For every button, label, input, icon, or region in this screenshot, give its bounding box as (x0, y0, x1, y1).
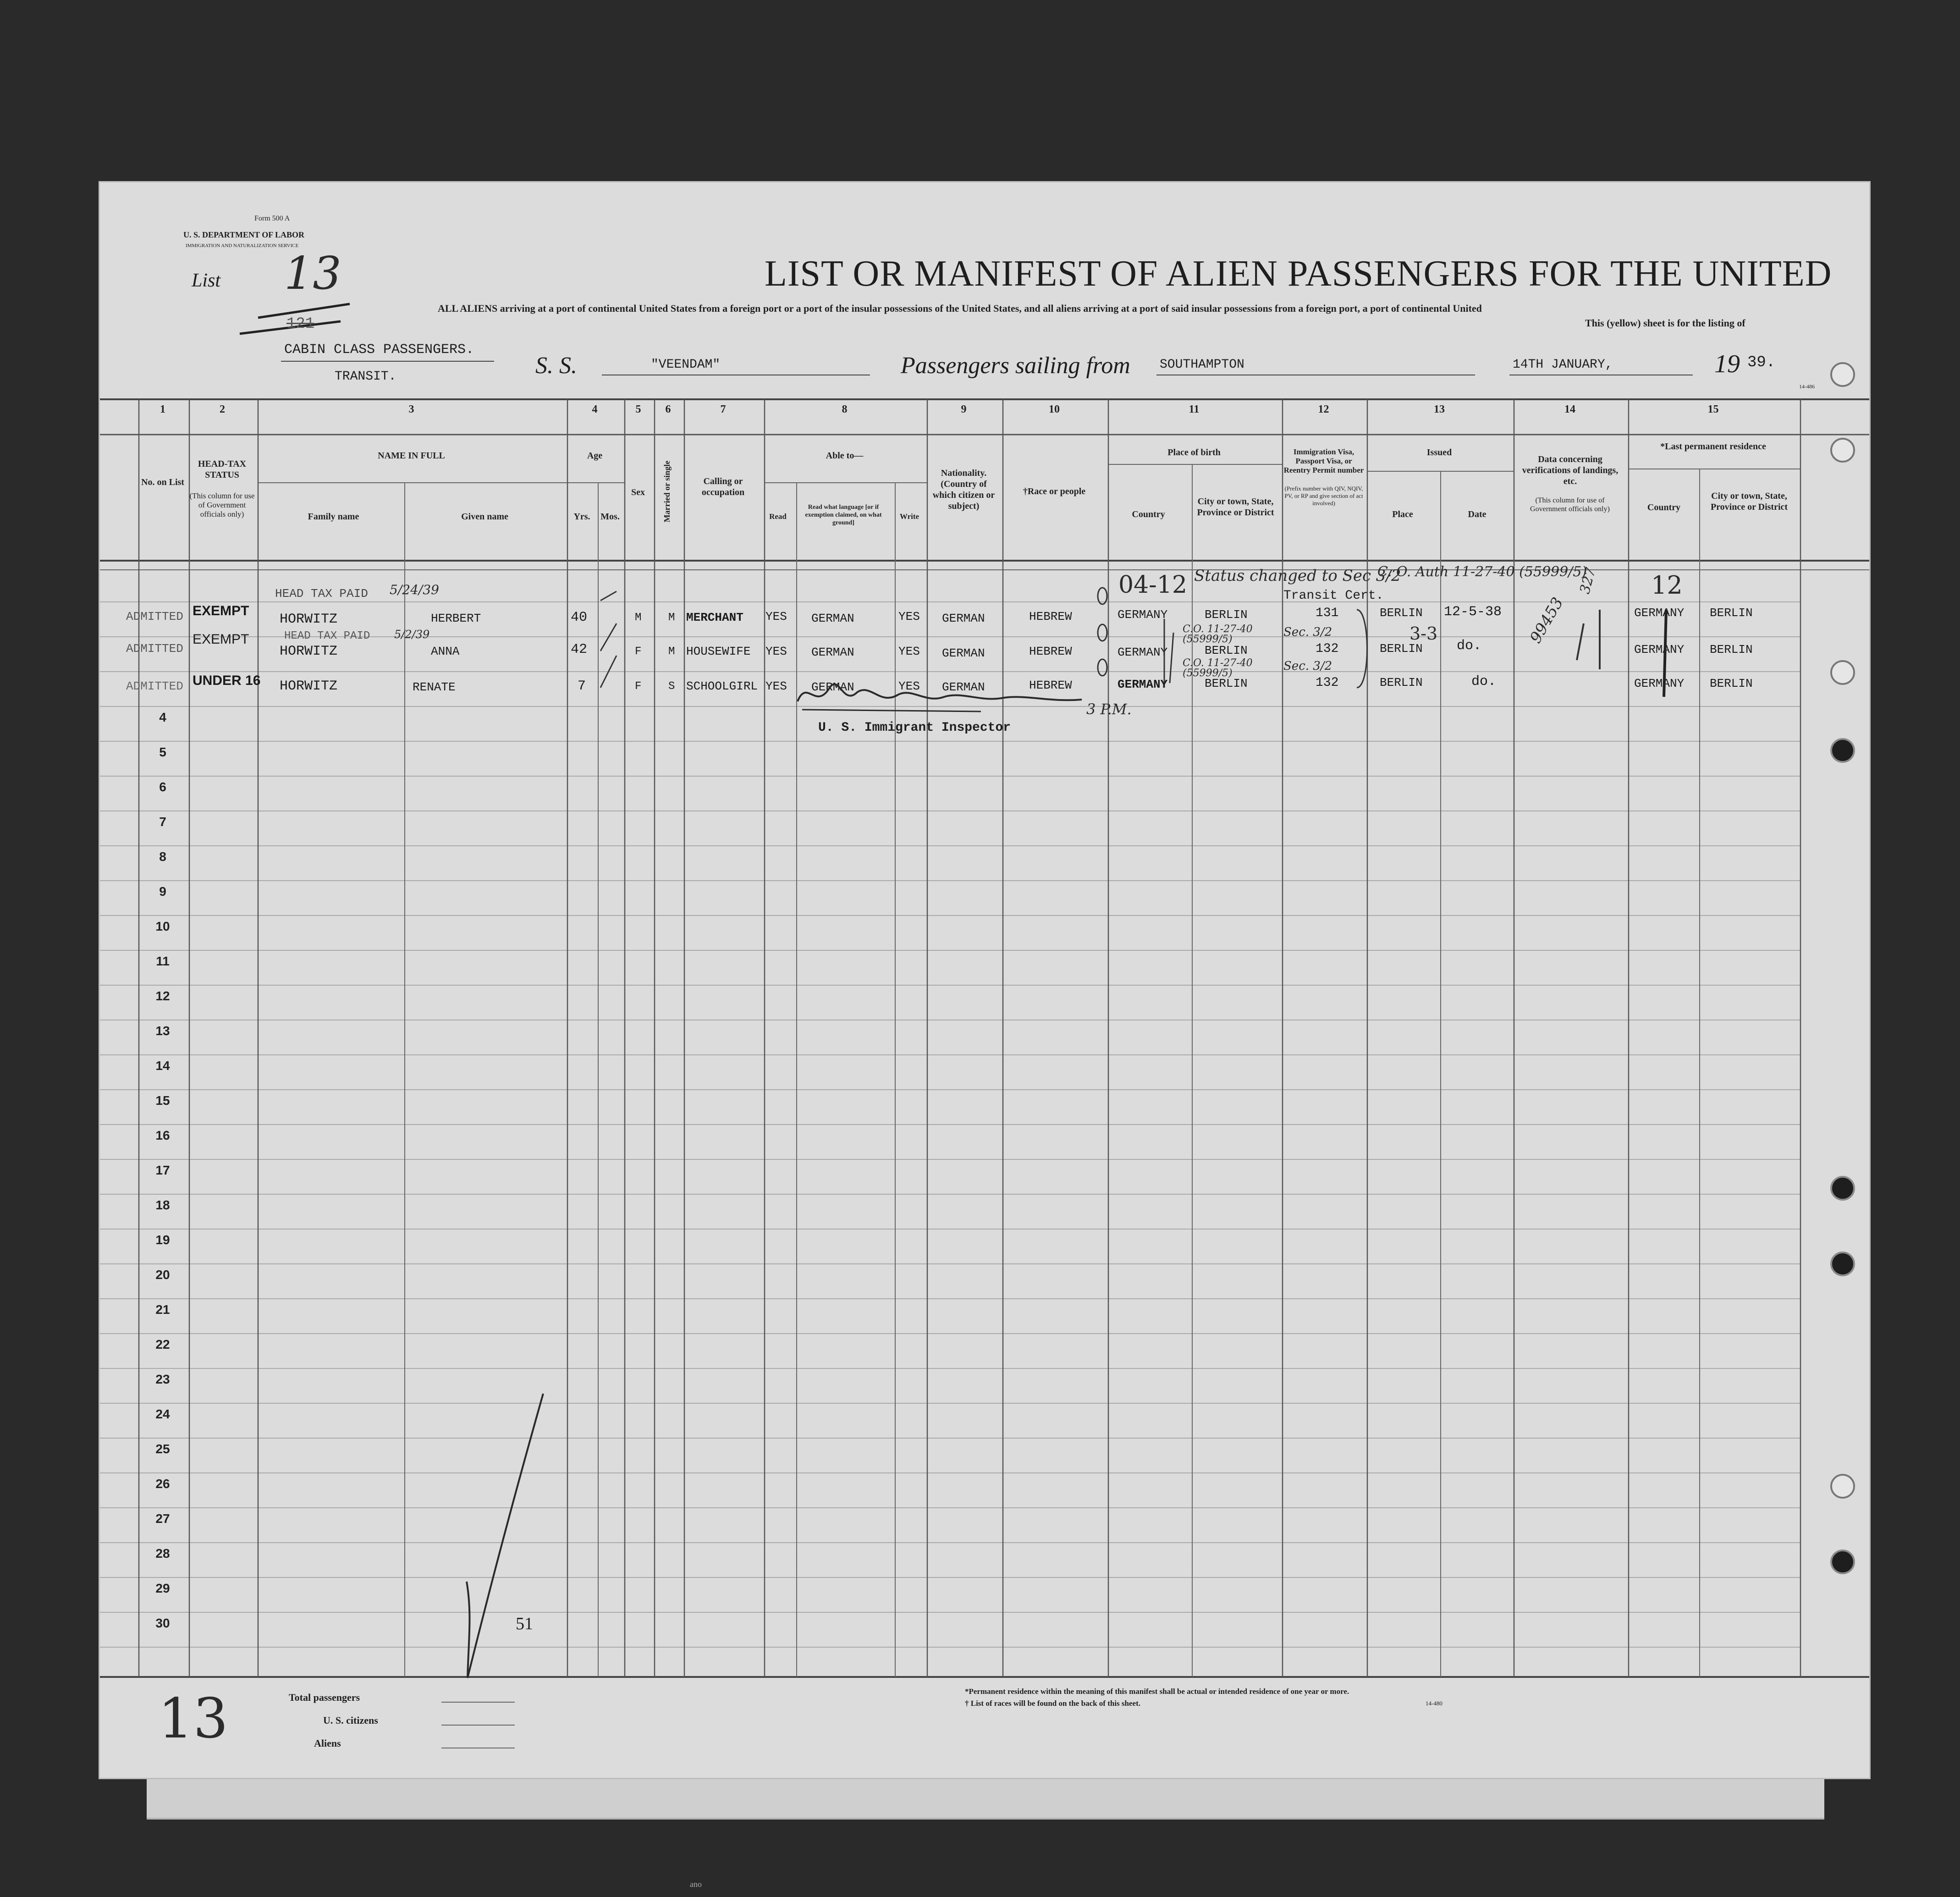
col-number-6: 6 (665, 403, 671, 415)
col-number-12: 12 (1318, 403, 1329, 415)
age-years: 7 (578, 678, 586, 694)
header-given-name: Given name (461, 512, 508, 522)
col-number-3: 3 (408, 403, 414, 415)
marital-status: S (668, 680, 675, 693)
header-no-on-list: No. on List (141, 477, 184, 487)
sailing-date: 14TH JANUARY, (1513, 358, 1613, 372)
row-number: 12 (155, 989, 170, 1003)
row-number: 22 (155, 1337, 170, 1351)
race: HEBREW (1029, 678, 1072, 692)
read-language: GERMAN (811, 645, 854, 659)
given-name: ANNA (431, 645, 460, 658)
can-read: YES (765, 679, 787, 693)
birth-country: GERMANY (1118, 678, 1168, 691)
form-number: Form 500 A (254, 215, 290, 222)
header-name-in-full: NAME IN FULL (378, 451, 445, 461)
col-number-13: 13 (1434, 403, 1445, 415)
can-write: YES (898, 645, 920, 658)
year-suffix: 39. (1747, 354, 1776, 371)
total-count: 13 (158, 1687, 228, 1751)
col-number-15: 15 (1707, 403, 1719, 415)
header-place-of-birth: Place of birth (1167, 447, 1221, 458)
header-issued-place: Place (1392, 509, 1413, 519)
visa-number: 131 (1316, 606, 1339, 620)
sec-note-row2: Sec. 3/2 (1283, 625, 1332, 639)
given-name: RENATE (413, 680, 456, 694)
row-number: 23 (155, 1372, 170, 1386)
race: HEBREW (1029, 610, 1072, 623)
row-number: 14 (155, 1059, 170, 1073)
footnote-residence: *Permanent residence within the meaning of this manifest shall be actual or intended residence of one year or more. (965, 1687, 1349, 1696)
row-number: 6 (159, 780, 166, 794)
header-visa: Immigration Visa, Passport Visa, or Reentry Permit number (1283, 447, 1364, 474)
inspector-signature (788, 669, 1109, 720)
issued-place: BERLIN (1380, 606, 1423, 620)
row-number: 28 (155, 1546, 170, 1561)
us-citizens-label: U. S. citizens (323, 1715, 378, 1726)
row-number: 29 (155, 1581, 170, 1595)
col-number-1: 1 (160, 403, 165, 415)
row-number: 10 (155, 919, 170, 933)
residence-country: GERMANY (1634, 606, 1685, 620)
row-number: 7 (159, 815, 166, 829)
row-number: 11 (156, 954, 170, 968)
row-number: 8 (159, 849, 166, 864)
issued-date: do. (1457, 638, 1482, 654)
occupation: SCHOOLGIRL (686, 679, 758, 693)
age-years: 40 (571, 610, 588, 625)
header-head-tax: HEAD-TAX STATUS (198, 459, 247, 480)
header-verification: Data concerning verifications of landings, etc. (1522, 454, 1619, 486)
col-number-5: 5 (635, 403, 641, 415)
struck-list-number: 121 (286, 315, 315, 333)
row-number: 15 (155, 1093, 170, 1108)
header-read-language: Read what language [or if exemption claimed, on what ground] (805, 504, 882, 526)
verification-number: 99453 (1526, 594, 1567, 646)
header-birth-country: Country (1132, 509, 1165, 519)
nationality: GERMAN (942, 646, 985, 660)
row-number: 4 (159, 710, 166, 724)
issued-place: BERLIN (1380, 676, 1423, 689)
marital-status: M (668, 645, 675, 658)
head-tax-date-1: 5/24/39 (390, 582, 439, 597)
col-number-10: 10 (1049, 403, 1060, 415)
aliens-label: Aliens (314, 1737, 341, 1749)
sex: F (635, 680, 642, 693)
row-number: 19 (155, 1233, 170, 1247)
row-number: 26 (155, 1477, 170, 1491)
residence-country: GERMANY (1634, 677, 1685, 690)
birth-country: GERMANY (1118, 608, 1168, 622)
residence-city: BERLIN (1710, 606, 1753, 620)
header-birth-city: City or town, State, Province or District (1197, 496, 1274, 518)
row-number: 27 (155, 1511, 170, 1526)
visa-number: 132 (1316, 676, 1339, 690)
status-changed-note: Status changed to Sec 3/2 (1194, 567, 1401, 585)
binder-hole (1830, 362, 1855, 387)
manifest-sheet (99, 181, 1871, 1779)
head-tax-status: EXEMPT (193, 632, 249, 647)
transit-cert-note: Transit Cert. (1283, 589, 1384, 603)
occupation: HOUSEWIFE (686, 645, 751, 658)
manifest-title: LIST OR MANIFEST OF ALIEN PASSENGERS FOR THE UNITED (765, 254, 1832, 294)
manifest-subtitle-2: This (yellow) sheet is for the listing of (1585, 317, 1745, 329)
head-tax-status: EXEMPT (193, 603, 249, 618)
row-number: 21 (155, 1302, 170, 1317)
sec-note-row3: Sec. 3/2 (1283, 659, 1332, 673)
row-number: 9 (159, 884, 166, 899)
header-mos: Mos. (600, 512, 620, 522)
total-passengers-label: Total passengers (289, 1692, 360, 1703)
header-issued: Issued (1426, 447, 1452, 458)
list-number: 13 (284, 248, 341, 300)
col-number-9: 9 (961, 403, 967, 415)
page-number: 51 (516, 1614, 533, 1633)
admitted-stamp: ADMITTED (126, 679, 183, 693)
service-name: IMMIGRATION AND NATURALIZATION SERVICE (186, 243, 299, 248)
header-write: Write (899, 512, 919, 521)
issued-note: 3-3 (1409, 623, 1438, 644)
issued-date: 12-5-38 (1444, 604, 1502, 620)
birth-code: 04-12 (1118, 571, 1187, 599)
inspector-title: U. S. Immigrant Inspector (818, 721, 1011, 735)
header-verification-note: (This column for use of Government officials only) (1530, 496, 1610, 513)
visa-number: 132 (1316, 642, 1339, 656)
bottom-mark: ano (690, 1880, 702, 1889)
header-race: †Race or people (1023, 486, 1086, 496)
class-label: CABIN CLASS PASSENGERS. (284, 342, 474, 358)
row-number: 16 (155, 1128, 170, 1142)
binder-hole (1830, 438, 1855, 463)
head-tax-paid-stamp: HEAD TAX PAID (275, 587, 368, 601)
row-number: 18 (155, 1198, 170, 1212)
residence-country: GERMANY (1634, 643, 1685, 656)
row-number: 24 (155, 1407, 170, 1421)
admitted-stamp: ADMITTED (126, 610, 183, 623)
footnote-races: † List of races will be found on the back of this sheet. (965, 1699, 1140, 1708)
header-able-to: Able to— (826, 451, 864, 461)
col-number-2: 2 (220, 403, 225, 415)
can-read: YES (765, 610, 787, 623)
binder-hole (1830, 738, 1855, 763)
header-res-country: Country (1647, 502, 1681, 513)
header-res-city: City or town, State, Province or District (1710, 491, 1788, 512)
manifest-subtitle: ALL ALIENS arriving at a port of continental United States from a foreign port or a port of the insular possessions of the United States, and all aliens arriving at a port of said insular possessions from a foreign port, a port of continental United (438, 303, 1482, 314)
side-code: 14-486 (1799, 383, 1815, 390)
pm-mark: 3 P.M. (1086, 700, 1132, 718)
col-number-4: 4 (592, 403, 598, 415)
year-prefix: 19 (1714, 350, 1740, 378)
residence-city: BERLIN (1710, 677, 1753, 690)
header-sex: Sex (631, 487, 645, 497)
header-yrs: Yrs. (573, 512, 590, 522)
issued-place: BERLIN (1380, 642, 1423, 656)
departure-port: SOUTHAMPTON (1160, 358, 1244, 372)
head-tax-status: UNDER 16 (193, 673, 261, 688)
header-read: Read (769, 512, 787, 521)
header-nationality: Nationality. (Country of which citizen or subject) (932, 468, 995, 511)
header-issued-date: Date (1468, 509, 1487, 519)
age-years: 42 (571, 642, 588, 657)
race: HEBREW (1029, 645, 1072, 658)
head-tax-paid-stamp: HEAD TAX PAID (284, 630, 370, 642)
co-note-row2: C.O. 11-27-40 (55999/5) (1183, 623, 1253, 645)
row-number: 17 (155, 1163, 170, 1177)
header-family-name: Family name (308, 512, 359, 522)
transit-label: TRANSIT. (335, 369, 396, 384)
header-last-residence: *Last permanent residence (1660, 441, 1766, 452)
row-number: 5 (159, 745, 166, 759)
binder-hole (1830, 1176, 1855, 1201)
pen-check-mark (449, 1384, 587, 1682)
verification-note: 327 (1577, 566, 1599, 596)
header-visa-note: (Prefix number with QIV, NQIV, PV, or RP and give section of act involved) (1284, 485, 1363, 507)
issued-date: do. (1471, 674, 1497, 689)
manifest-grid (100, 182, 1869, 1778)
ss-label: S. S. (535, 353, 577, 379)
ship-name: "VEENDAM" (651, 358, 721, 372)
marital-status: M (668, 612, 675, 624)
row-number: 13 (155, 1024, 170, 1038)
list-label: List (192, 270, 221, 291)
header-head-tax-note: (This column for use of Government officials only) (189, 491, 255, 518)
read-language: GERMAN (811, 612, 854, 625)
col-number-11: 11 (1189, 403, 1200, 415)
can-write: YES (898, 610, 920, 623)
department-name: U. S. DEPARTMENT OF LABOR (183, 230, 305, 239)
nationality: GERMAN (942, 680, 985, 694)
sex: M (635, 612, 642, 624)
co-note-row3: C.O. 11-27-40 (55999/5) (1183, 657, 1253, 679)
family-name: HORWITZ (280, 644, 338, 659)
header-age: Age (587, 451, 603, 461)
col-number-8: 8 (842, 403, 848, 415)
binder-hole (1830, 1474, 1855, 1499)
footer-code: 14-480 (1426, 1700, 1442, 1707)
birth-city: BERLIN (1205, 644, 1248, 657)
nationality: GERMAN (942, 612, 985, 625)
sailing-label: Passengers sailing from (901, 353, 1130, 379)
col-number-7: 7 (720, 403, 726, 415)
header-married: Married or single (662, 460, 672, 523)
birth-city: BERLIN (1205, 677, 1248, 690)
row-number: 25 (155, 1442, 170, 1456)
head-tax-date-2: 5/2/39 (394, 628, 430, 641)
binder-hole (1830, 1252, 1855, 1276)
binder-hole (1830, 1550, 1855, 1574)
residence-number: 12 (1651, 571, 1683, 600)
sex: F (635, 645, 642, 658)
co-authorization-note: C. O. Auth 11-27-40 (55999/5) (1377, 564, 1587, 580)
family-name: HORWITZ (280, 612, 338, 627)
given-name: HERBERT (431, 612, 481, 625)
binder-hole (1830, 660, 1855, 685)
row-number: 30 (155, 1616, 170, 1630)
residence-city: BERLIN (1710, 643, 1753, 656)
read-language: GERMAN (811, 680, 854, 694)
occupation: MERCHANT (686, 611, 743, 624)
col-number-14: 14 (1564, 403, 1575, 415)
birth-country: GERMANY (1118, 645, 1168, 659)
can-write: YES (898, 679, 920, 693)
can-read: YES (765, 645, 787, 658)
underlying-sheet-edge (147, 1776, 1824, 1820)
row-number: 20 (155, 1268, 170, 1282)
admitted-stamp: ADMITTED (126, 642, 183, 656)
header-calling: Calling or occupation (701, 476, 745, 497)
birth-city: BERLIN (1205, 608, 1248, 622)
family-name: HORWITZ (280, 678, 338, 694)
